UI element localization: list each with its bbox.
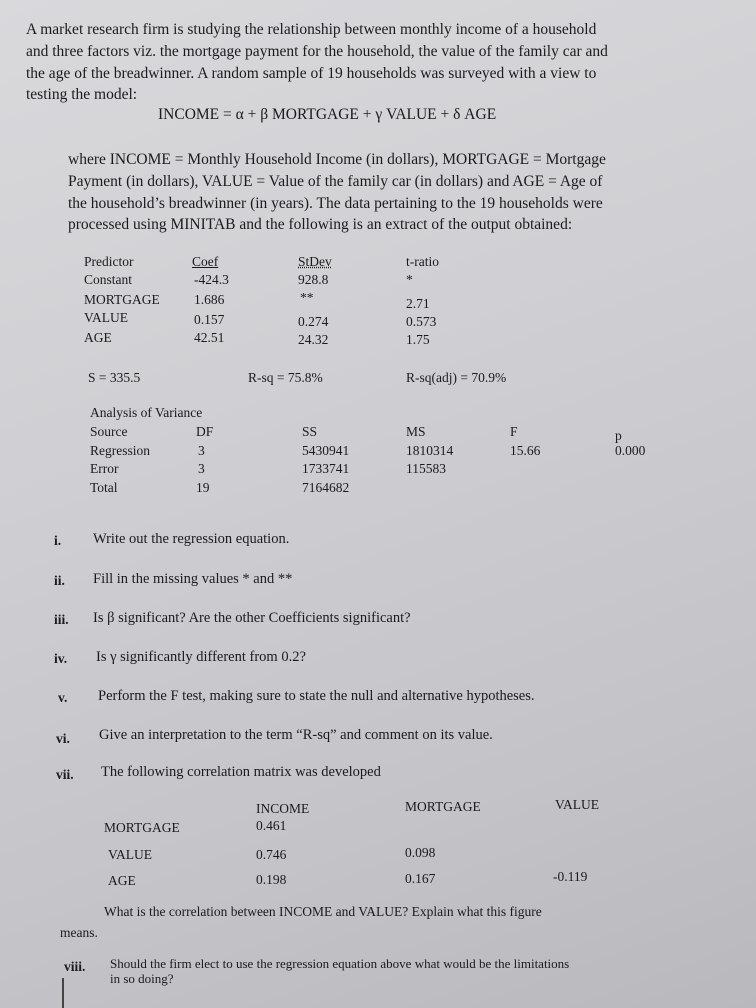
anova-cell: 15.66 — [510, 443, 541, 458]
anova-cell: Total — [90, 480, 118, 495]
question-number: iv. — [54, 651, 68, 666]
anova-cell: 19 — [196, 480, 210, 495]
question-text: The following correlation matrix was developed — [101, 764, 381, 780]
coef-cell: 1.75 — [406, 332, 430, 347]
coef-cell: 24.32 — [298, 332, 329, 347]
coef-cell: 42.51 — [194, 330, 225, 345]
anova-header-ss: SS — [302, 424, 318, 439]
anova-header-source: Source — [90, 424, 128, 439]
corr-row-label: AGE — [108, 873, 136, 888]
coef-cell: 928.8 — [298, 272, 329, 287]
corr-cell: 0.098 — [405, 845, 436, 860]
question-number: vi. — [56, 731, 70, 746]
coef-cell: Constant — [84, 272, 133, 287]
coef-cell: MORTGAGE — [84, 292, 160, 307]
anova-cell: 0.000 — [615, 443, 646, 458]
definitions-line-4: processed using MINITAB and the following is an extract of the output obtained: — [68, 216, 573, 233]
model-formula: INCOME = α + β MORTGAGE + γ VALUE + δ AGE — [158, 106, 497, 123]
definitions-line-1: where INCOME = Monthly Household Income (in dollars), MORTGAGE = Mortgage — [68, 151, 606, 168]
question-viii-line-2: in so doing? — [110, 971, 174, 986]
question-text: Write out the regression equation. — [93, 531, 290, 547]
anova-cell: 5430941 — [302, 443, 350, 458]
stat-rsq-adj: R-sq(adj) = 70.9% — [406, 370, 507, 385]
question-number: viii. — [64, 959, 86, 974]
question-text: Fill in the missing values * and ** — [93, 571, 293, 587]
anova-cell: 3 — [198, 461, 205, 476]
anova-cell: 7164682 — [302, 480, 350, 495]
anova-cell: Regression — [90, 443, 150, 458]
question-number: v. — [58, 690, 68, 705]
coef-cell: 0.157 — [194, 312, 225, 327]
definitions-line-2: Payment (in dollars), VALUE = Value of the family car (in dollars) and AGE = Age of — [68, 173, 603, 190]
corr-header-value: VALUE — [555, 797, 600, 812]
anova-header-f: F — [510, 424, 518, 439]
definitions-line-3: the household’s breadwinner (in years). The data pertaining to the 19 households were — [68, 195, 603, 212]
corr-cell: 0.746 — [256, 847, 287, 862]
corr-row-label: MORTGAGE — [104, 820, 180, 835]
vii-followup-line-1: What is the correlation between INCOME and VALUE? Explain what this figure — [104, 904, 542, 919]
question-text: Is γ significantly different from 0.2? — [96, 649, 306, 665]
anova-cell: 3 — [198, 443, 205, 458]
stat-s: S = 335.5 — [88, 370, 141, 385]
coef-header-predictor: Predictor — [84, 254, 134, 269]
coef-header-stdev: StDev — [298, 254, 332, 269]
question-number: i. — [54, 533, 62, 548]
corr-cell: 0.198 — [256, 872, 287, 887]
anova-cell: 1733741 — [302, 461, 350, 476]
corr-cell: 0.167 — [405, 871, 436, 886]
intro-line-4: testing the model: — [26, 86, 138, 103]
margin-mark — [62, 978, 64, 1008]
question-text: Perform the F test, making sure to state the null and alternative hypotheses. — [98, 688, 535, 704]
anova-title: Analysis of Variance — [90, 405, 203, 420]
anova-cell: 1810314 — [406, 443, 454, 458]
coef-cell: 2.71 — [406, 296, 430, 311]
coef-cell: ** — [300, 290, 314, 305]
coef-header-coef: Coef — [192, 254, 219, 269]
question-number: ii. — [54, 573, 65, 588]
anova-cell: 115583 — [406, 461, 446, 476]
coef-cell: 0.573 — [406, 314, 437, 329]
coef-cell: AGE — [84, 330, 112, 345]
question-number: vii. — [56, 767, 74, 782]
question-text: Is β significant? Are the other Coefficients significant? — [93, 610, 411, 626]
corr-cell: -0.119 — [553, 869, 588, 884]
corr-header-mortgage: MORTGAGE — [405, 799, 481, 814]
question-number: iii. — [54, 612, 69, 627]
coef-cell: -424.3 — [194, 272, 229, 287]
question-viii-line-1: Should the firm elect to use the regression equation above what would be the limitations — [110, 956, 570, 971]
intro-line-3: the age of the breadwinner. A random sample of 19 households was surveyed with a view to — [26, 65, 597, 82]
coef-cell: * — [406, 272, 413, 287]
anova-header-df: DF — [196, 424, 214, 439]
intro-line-2: and three factors viz. the mortgage payment for the household, the value of the family car and — [26, 43, 608, 60]
intro-line-1: A market research firm is studying the relationship between monthly income of a household — [26, 21, 597, 38]
anova-header-p: p — [615, 428, 622, 443]
anova-cell: Error — [90, 461, 119, 476]
corr-row-label: VALUE — [108, 847, 153, 862]
coef-cell: 0.274 — [298, 314, 329, 329]
coef-cell: VALUE — [84, 310, 129, 325]
corr-header-income: INCOME — [256, 801, 310, 816]
stat-rsq: R-sq = 75.8% — [248, 370, 323, 385]
question-text: Give an interpretation to the term “R-sq” and comment on its value. — [99, 727, 493, 743]
coef-cell: 1.686 — [194, 292, 225, 307]
vii-followup-line-2: means. — [60, 925, 98, 940]
corr-cell: 0.461 — [256, 818, 287, 833]
anova-header-ms: MS — [406, 424, 426, 439]
coef-header-tratio: t-ratio — [406, 254, 439, 269]
